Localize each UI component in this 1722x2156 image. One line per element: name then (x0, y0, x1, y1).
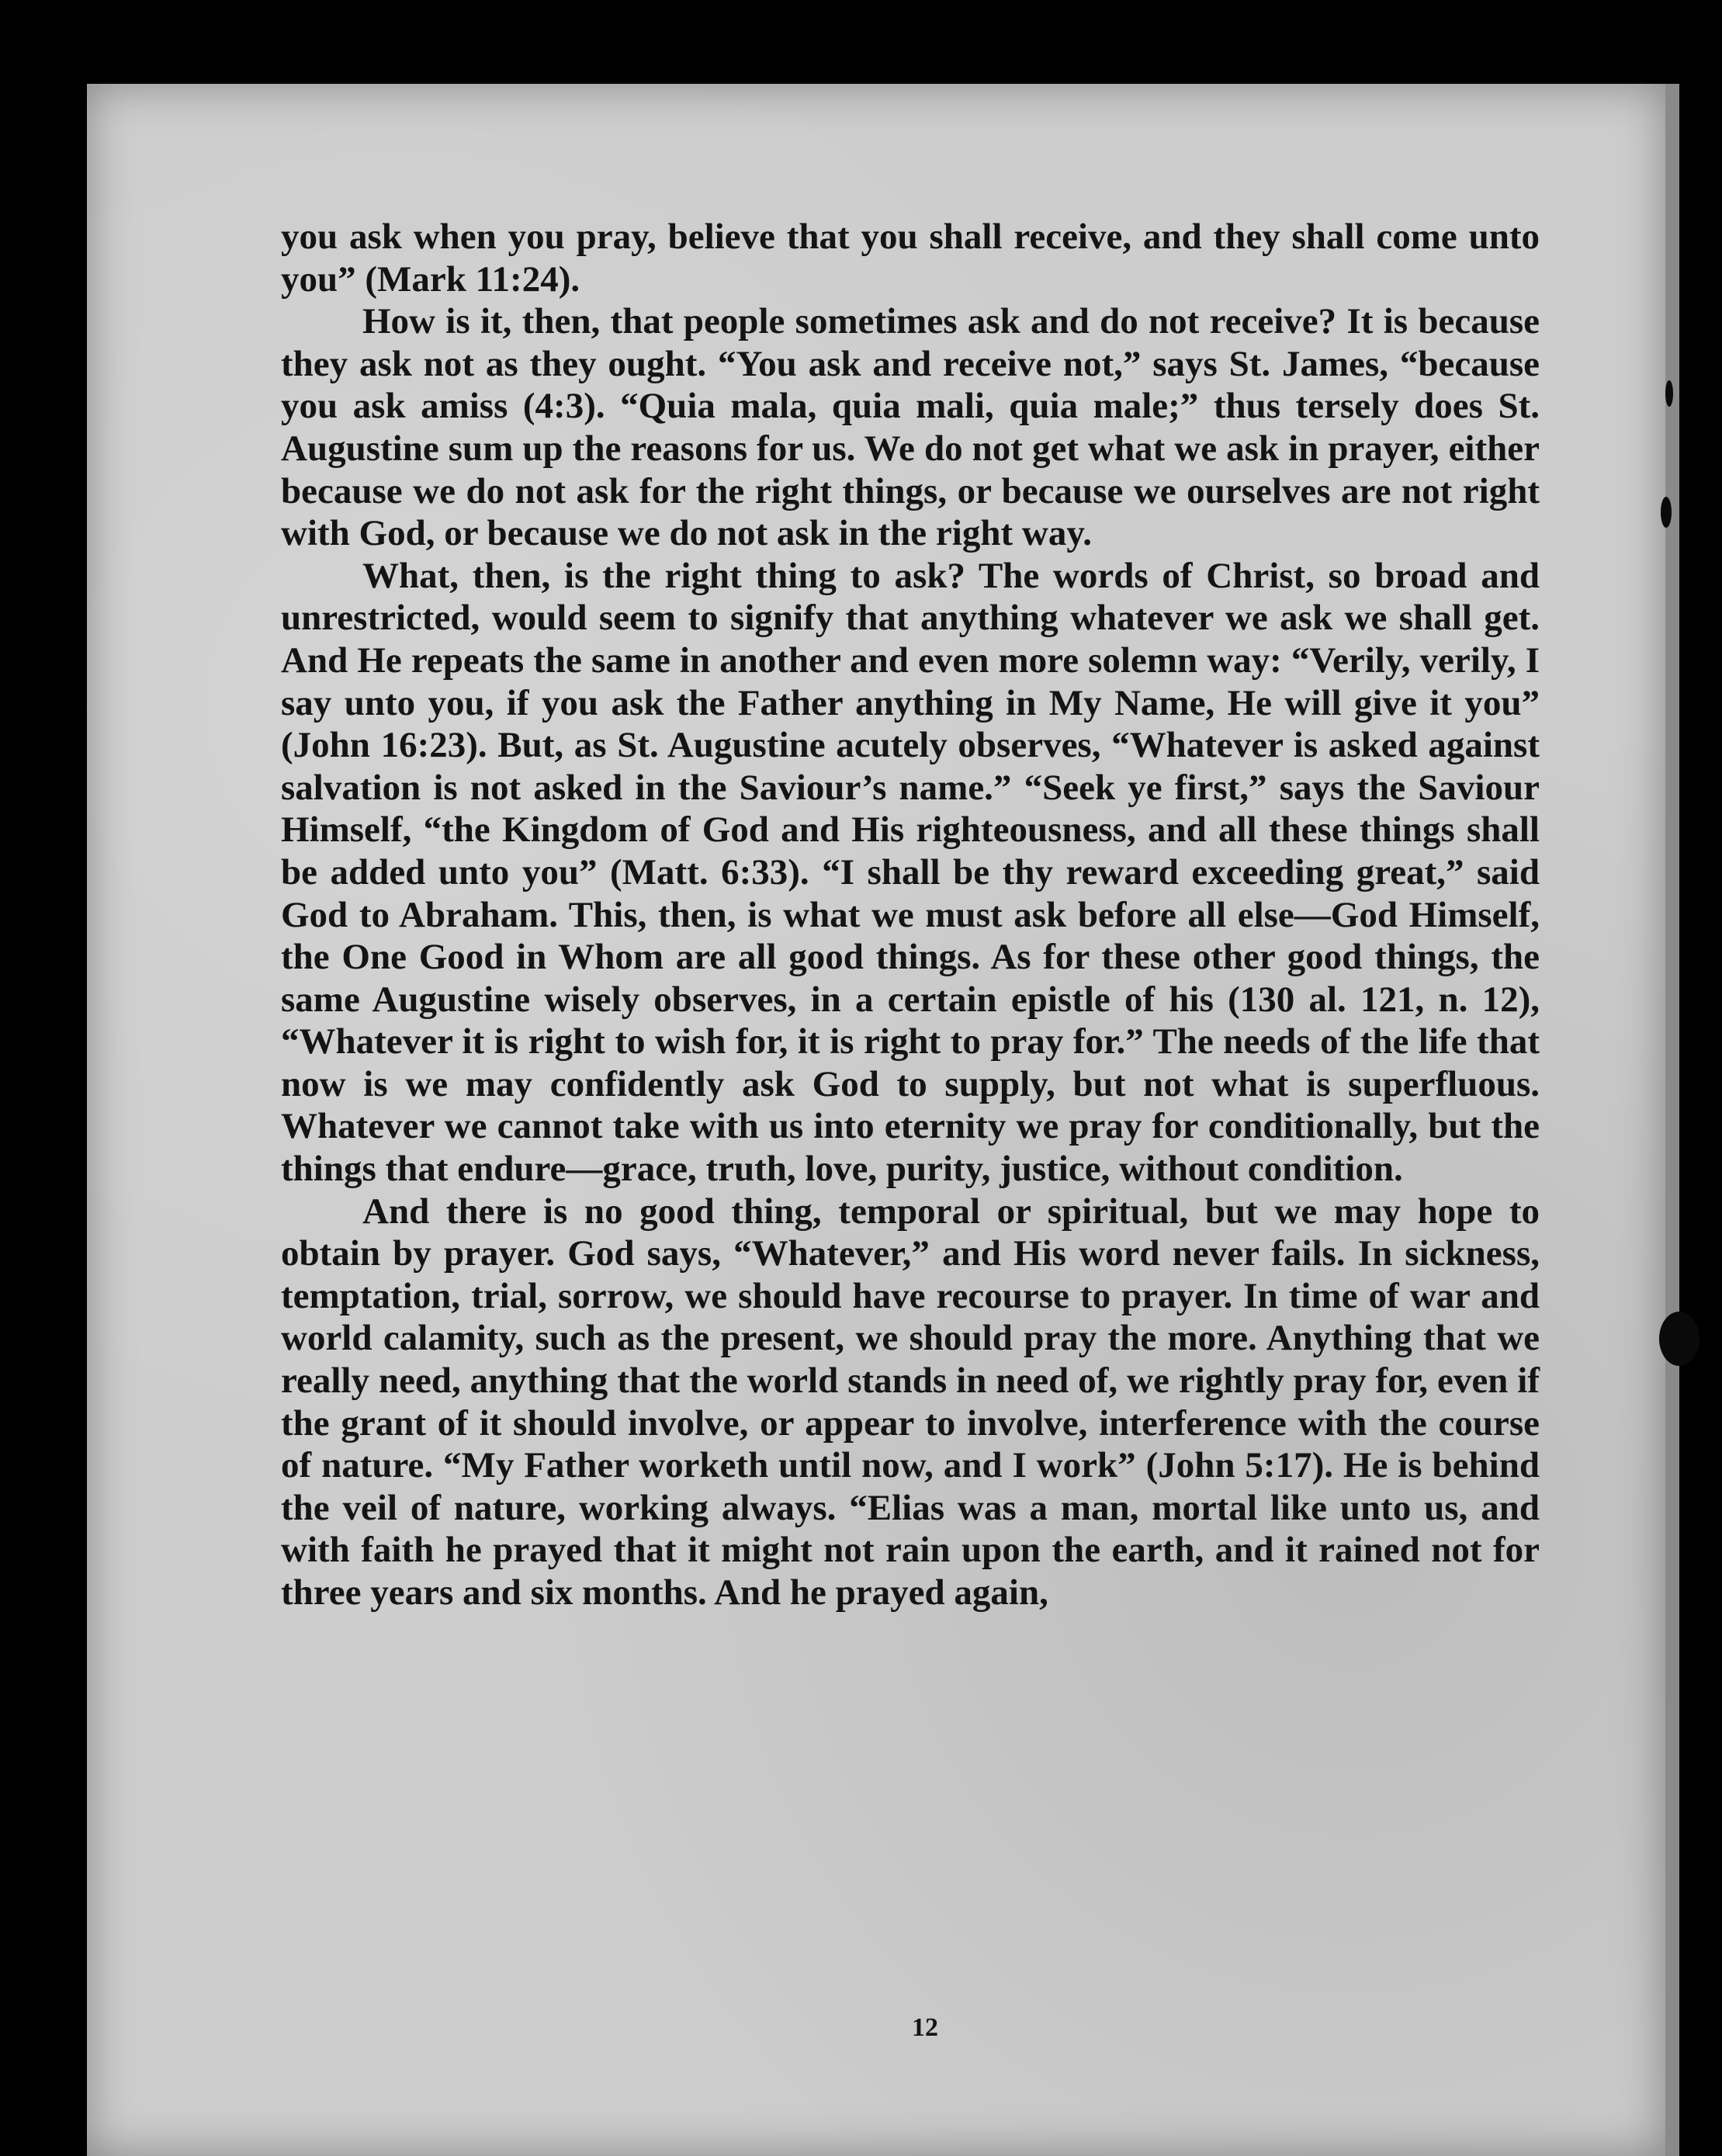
scan-speck-mark (1665, 380, 1673, 407)
scan-speck-mark (1661, 497, 1672, 528)
paragraph-right-thing: What, then, is the right thing to ask? The words of Christ, so broad and unrestricted, would seem to signify that anything whatever we ask we shall get. And He repeats the same in another and even more solemn way: “Verily, verily, I say unto you, if you ask the Father anything in My Name, He will give it you” (John 16:23). But, as St. Augustine acutely observes, “Whatever is asked against salvation is not asked in the Saviour’s name.” “Seek ye first,” says the Saviour Himself, “the Kingdom of God and His righteousness, and all these things shall be added unto you” (Matt. 6:33). “I shall be thy reward exceeding great,” said God to Abraham. This, then, is what we must ask before all else—God Himself, the One Good in Whom are all good things. As for these other good things, the same Augustine wisely observes, in a certain epistle of his (130 al. 121, n. 12), “Whatever it is right to wish for, it is right to pray for.” The needs of the life that now is we may confidently ask God to supply, but not what is superfluous. Whatever we cannot take with us into eternity we pray for conditionally, but the things that endure—grace, truth, love, purity, justice, without condition. (281, 555, 1540, 1190)
page-number: 12 (912, 2013, 938, 2042)
paragraph-continuation: you ask when you pray, believe that you shall receive, and they shall come unto you” (Mark 11:24). (281, 217, 1540, 300)
paragraph-asking-amiss: How is it, then, that people sometimes ask and do not receive? It is because they ask not as they ought. “You ask and receive not,” says St. James, “because you ask amiss (4:3). “Quia mala, quia mali, quia male;” thus tersely does St. Augustine sum up the reasons for us. We do not get what we ask in prayer, either because we do not ask for the right things, or because we ourselves are not right with God, or because we do not ask in the right way. (281, 301, 1540, 554)
scan-blot-mark (1659, 1312, 1699, 1366)
paragraph-good-things: And there is no good thing, temporal or spiritual, but we may hope to obtain by prayer. God says, “Whatever,” and His word never fails. In sickness, temptation, trial, sorrow, we should have recourse to prayer. In time of war and world calamity, such as the present, we should pray the more. Anything that we really need, anything that the world stands in need of, we rightly pray for, even if the grant of it should involve, or appear to involve, interference with the course of nature. “My Father worketh until now, and I work” (John 5:17). He is behind the veil of nature, working always. “Elias was a man, mortal like unto us, and with faith he prayed that it might not rain upon the earth, and it rained not for three years and six months. And he prayed again, (281, 1191, 1540, 1613)
body-text (281, 216, 1540, 1614)
